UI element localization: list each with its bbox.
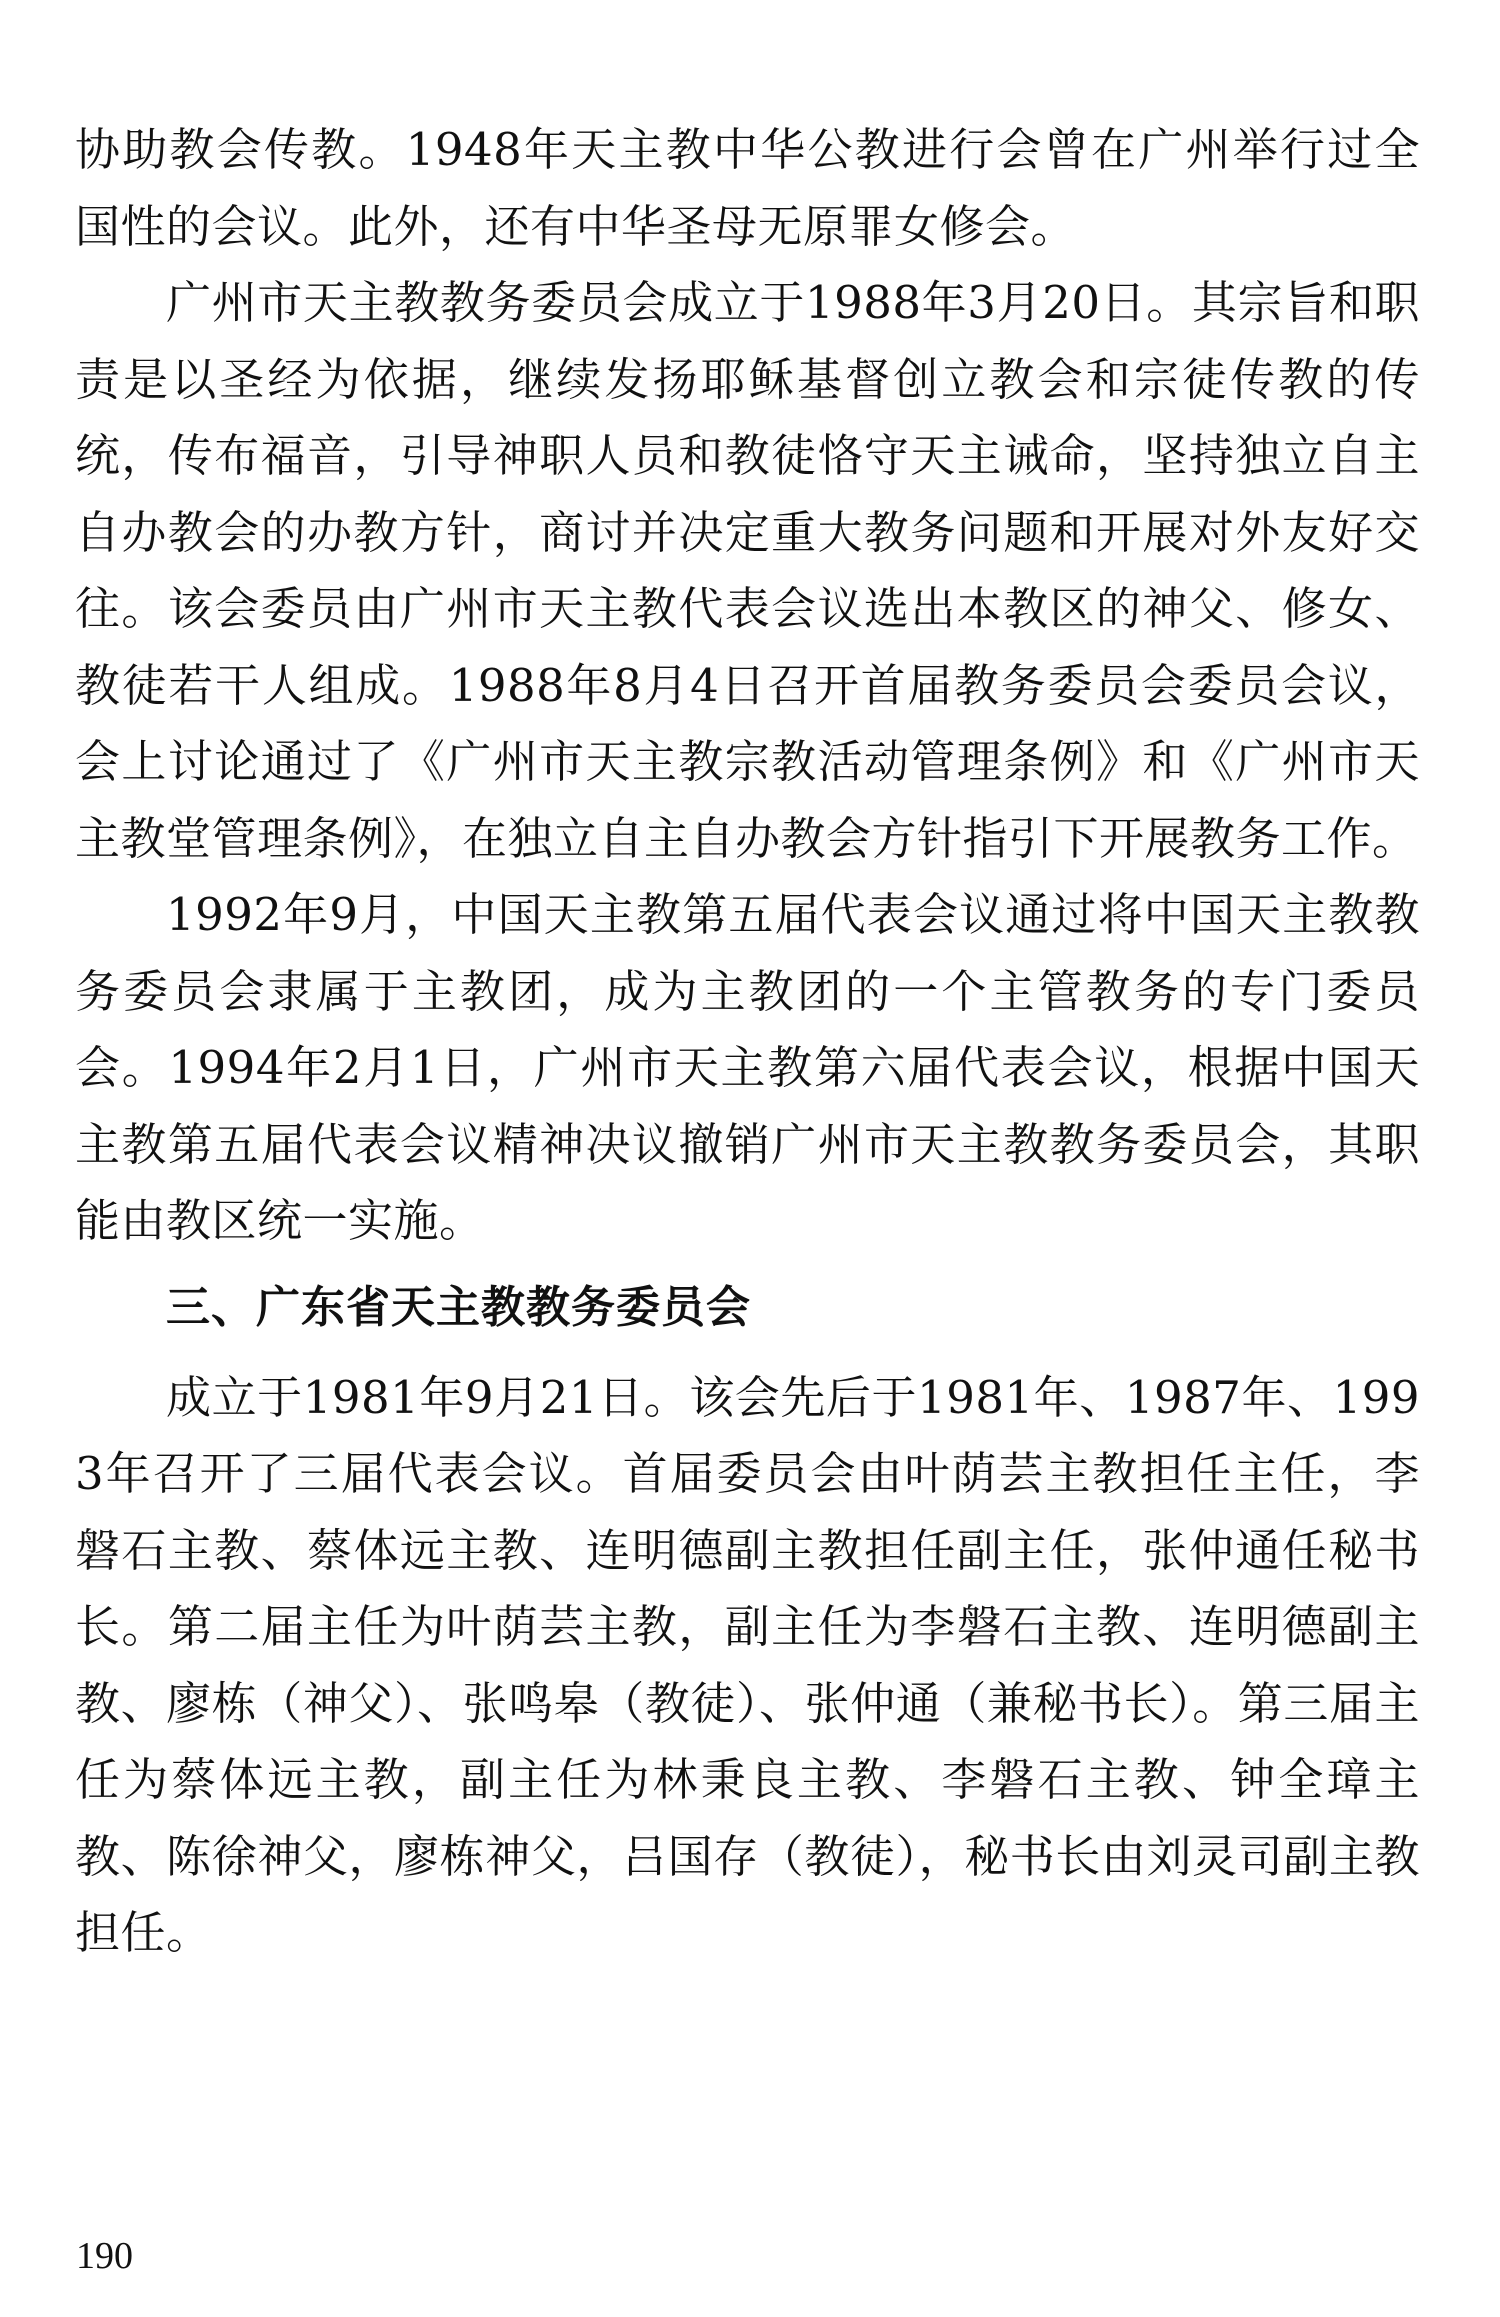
- paragraph-guangzhou-committee: 广州市天主教教务委员会成立于1988年3月20日。其宗旨和职责是以圣经为依据，继续发扬耶稣基督创立教会和宗徒传教的传统，传布福音，引导神职人员和教徒恪守天主诫命，坚持独立自主自办教会的办教方针，商讨并决定重大教务问题和开展对外友好交往。该会委员由广州市天主教代表会议选出本教区的神父、修女、教徒若干人组成。1988年8月4日召开首届教务委员会委员会议，会上讨论通过了《广州市天主教宗教活动管理条例》和《广州市天主教堂管理条例》，在独立自主自办教会方针指引下开展教务工作。: [75, 276, 1420, 865]
- paragraph-1992-reorganization: 1992年9月，中国天主教第五届代表会议通过将中国天主教教务委员会隶属于主教团，成为主教团的一个主管教务的专门委员会。1994年2月1日，广州市天主教第六届代表会议，根据中国天主教第五届代表会议精神决议撤销广州市天主教教务委员会，其职能由教区统一实施。: [75, 888, 1420, 1247]
- page-number: 190: [76, 2235, 133, 2277]
- paragraph-continuation: 协助教会传教。1948年天主教中华公教进行会曾在广州举行过全国性的会议。此外，还有中华圣母无原罪女修会。: [75, 123, 1420, 253]
- text-column: [75, 112, 1420, 1972]
- paragraph-guangdong-committee: 成立于1981年9月21日。该会先后于1981年、1987年、1993年召开了三届代表会议。首届委员会由叶荫芸主教担任主任，李磐石主教、蔡体远主教、连明德副主教担任副主任，张仲通任秘书长。第二届主任为叶荫芸主教，副主任为李磐石主教、连明德副主教、廖栋（神父）、张鸣皋（教徒）、张仲通（兼秘书长）。第三届主任为蔡体远主教，副主任为林秉良主教、李磐石主教、钟全璋主教、陈徐神父，廖栋神父，吕国存（教徒），秘书长由刘灵司副主教担任。: [75, 1370, 1420, 1959]
- section-heading: 三、广东省天主教教务委员会: [166, 1281, 751, 1333]
